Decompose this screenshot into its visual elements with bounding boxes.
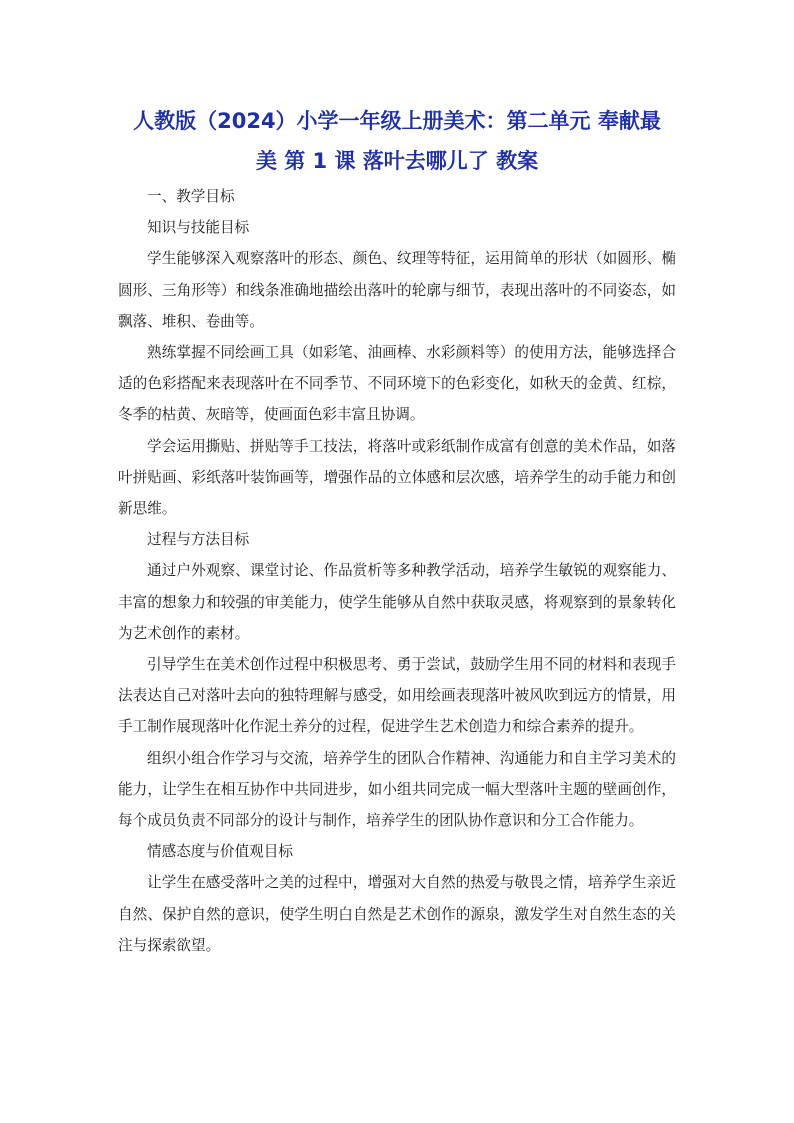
paragraph: 熟练掌握不同绘画工具（如彩笔、油画棒、水彩颜料等）的使用方法，能够选择合适的色彩搭配来表现落叶在不同季节、不同环境下的色彩变化，如秋天的金黄、红棕，冬季的枯黄、灰暗等，使画面色彩丰富且协调。	[118, 344, 676, 424]
document-body	[118, 181, 676, 961]
paragraph: 学生能够深入观察落叶的形态、颜色、纹理等特征，运用简单的形状（如圆形、椭圆形、三角形等）和线条准确地描绘出落叶的轮廓与细节，表现出落叶的不同姿态，如飘落、堆积、卷曲等。	[118, 250, 676, 330]
subheading-process-methods: 过程与方法目标	[147, 531, 250, 549]
paragraph: 引导学生在美术创作过程中积极思考、勇于尝试，鼓励学生用不同的材料和表现手法表达自己对落叶去向的独特理解与感受，如用绘画表现落叶被风吹到远方的情景，用手工制作展现落叶化作泥土养分的过程，促进学生艺术创造力和综合素养的提升。	[118, 656, 676, 736]
paragraph: 通过户外观察、课堂讨论、作品赏析等多种教学活动，培养学生敏锐的观察能力、丰富的想象力和较强的审美能力，使学生能够从自然中获取灵感，将观察到的景象转化为艺术创作的素材。	[118, 562, 676, 642]
document-title-line-1: 人教版（2024）小学一年级上册美术：第二单元 奉献最	[133, 109, 661, 133]
paragraph: 组织小组合作学习与交流，培养学生的团队合作精神、沟通能力和自主学习美术的能力，让学生在相互协作中共同进步，如小组共同完成一幅大型落叶主题的壁画创作，每个成员负责不同部分的设计与制作，培养学生的团队协作意识和分工合作能力。	[118, 749, 676, 830]
subheading-knowledge-skills: 知识与技能目标	[147, 219, 250, 237]
section-heading-teaching-goals: 一、教学目标	[147, 188, 235, 205]
subheading-emotion-values: 情感态度与价值观目标	[147, 843, 293, 861]
paragraph: 学会运用撕贴、拼贴等手工技法，将落叶或彩纸制作成富有创意的美术作品，如落叶拼贴画、彩纸落叶装饰画等，增强作品的立体感和层次感，培养学生的动手能力和创新思维。	[118, 437, 676, 518]
paragraph: 让学生在感受落叶之美的过程中，增强对大自然的热爱与敬畏之情，培养学生亲近自然、保护自然的意识，使学生明白自然是艺术创作的源泉，激发学生对自然生态的关注与探索欲望。	[118, 874, 676, 954]
document-title-line-2: 美 第 1 课 落叶去哪儿了 教案	[255, 149, 539, 173]
